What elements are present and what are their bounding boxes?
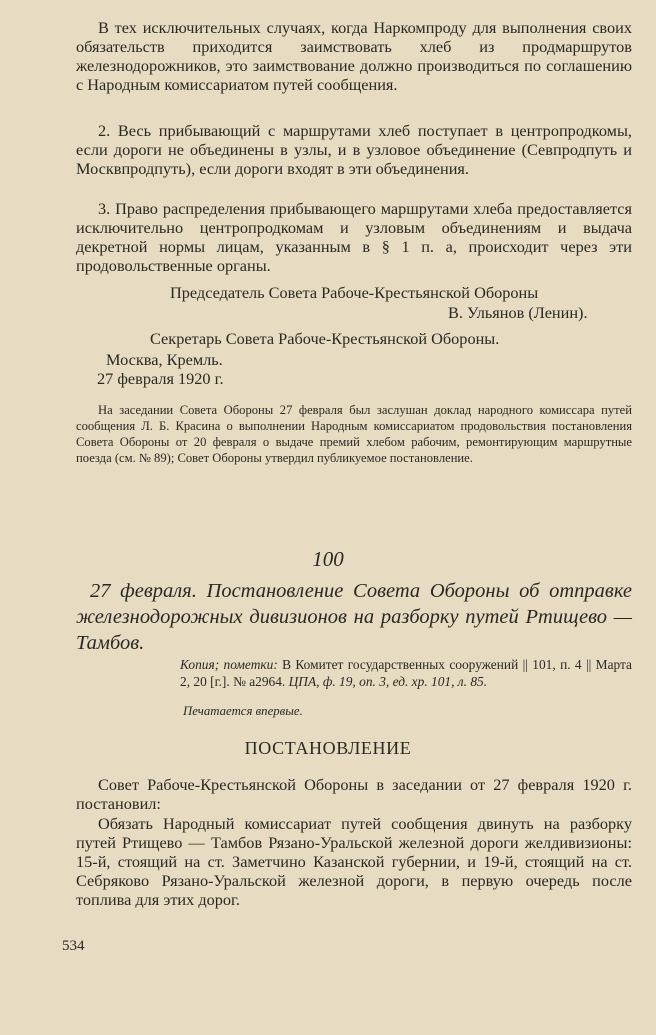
place: Москва, Кремль. [106, 350, 223, 369]
document-number: 100 [312, 547, 344, 571]
paragraph-3: 3. Право распределения прибывающего маршрутами хлеба предоставляется исключительно центропродкомам и узловым объединениям и выдача декретной нормы лицам, указанным в § 1 п. а, происходит через эти продовольственные органы. [76, 199, 632, 275]
document-title: 27 февраля. Постановление Совета Обороны об отправке железнодорожных дивизионов на разборку путей Ртищево — Тамбов. [76, 580, 632, 654]
editorial-note: На заседании Совета Обороны 27 февраля был заслушан доклад народного комиссара путей сообщения Л. Б. Красина о выполнении Народным комиссариатом продовольствия постановления Совета Обороны от 20 февраля о выдаче премий хлебом рабочим, ремонтирующим маршрутные поезда (см. № 89); Совет Обороны утвердил публикуемое постановление. [76, 403, 632, 465]
source-label: Копия; пометки: [180, 657, 278, 672]
resolution-heading: ПОСТАНОВЛЕНИЕ [244, 738, 412, 758]
page-number: 534 [62, 938, 85, 954]
source-reference [180, 657, 632, 690]
printed-note: Печатается впервые. [183, 704, 303, 718]
archive-reference: ЦПА, ф. 19, оп. 3, ед. хр. 101, л. 85. [288, 673, 488, 689]
paragraph-order: Обязать Народный комиссариат путей сообщения двинуть на разборку путей Ртищево — Тамбов Рязано-Уральской железной дороги желдивизионы: 15-й, стоящий на ст. Заметчино Казанской губернии, и 19-й, стоящий на ст. Себряково Рязано-Уральской железной дороги, в первую очередь после топлива для этих дорог. [76, 814, 632, 909]
paragraph-2: 2. Весь прибывающий с маршрутами хлеб поступает в центропродкомы, если дороги не объединены в узлы, и в узловое объединение (Севпродпуть и Москвпродпуть), если дороги входят в эти объединения. [76, 121, 632, 178]
paragraph-exceptions: В тех исключительных случаях, когда Наркомпроду для выполнения своих обязательств приходится заимствовать хлеб из продмаршрутов железнодорожников, это заимствование должно производиться по соглашению с Народным комиссариатом путей сообщения. [76, 18, 632, 94]
source-body: В Комитет государственных сооружений || 101, п. 4 || Марта 2, 20 [г.]. № а2964. [180, 657, 632, 689]
date: 27 февраля 1920 г. [97, 369, 224, 388]
paragraph-intro: Совет Рабоче-Крестьянской Обороны в заседании от 27 февраля 1920 г. постановил: [76, 775, 632, 813]
secretary-signature: Секретарь Совета Рабоче-Крестьянской Обороны. [150, 329, 500, 348]
chairman-title: Председатель Совета Рабоче-Крестьянской Обороны [170, 283, 539, 302]
chairman-name: В. Ульянов (Ленин). [448, 303, 588, 322]
